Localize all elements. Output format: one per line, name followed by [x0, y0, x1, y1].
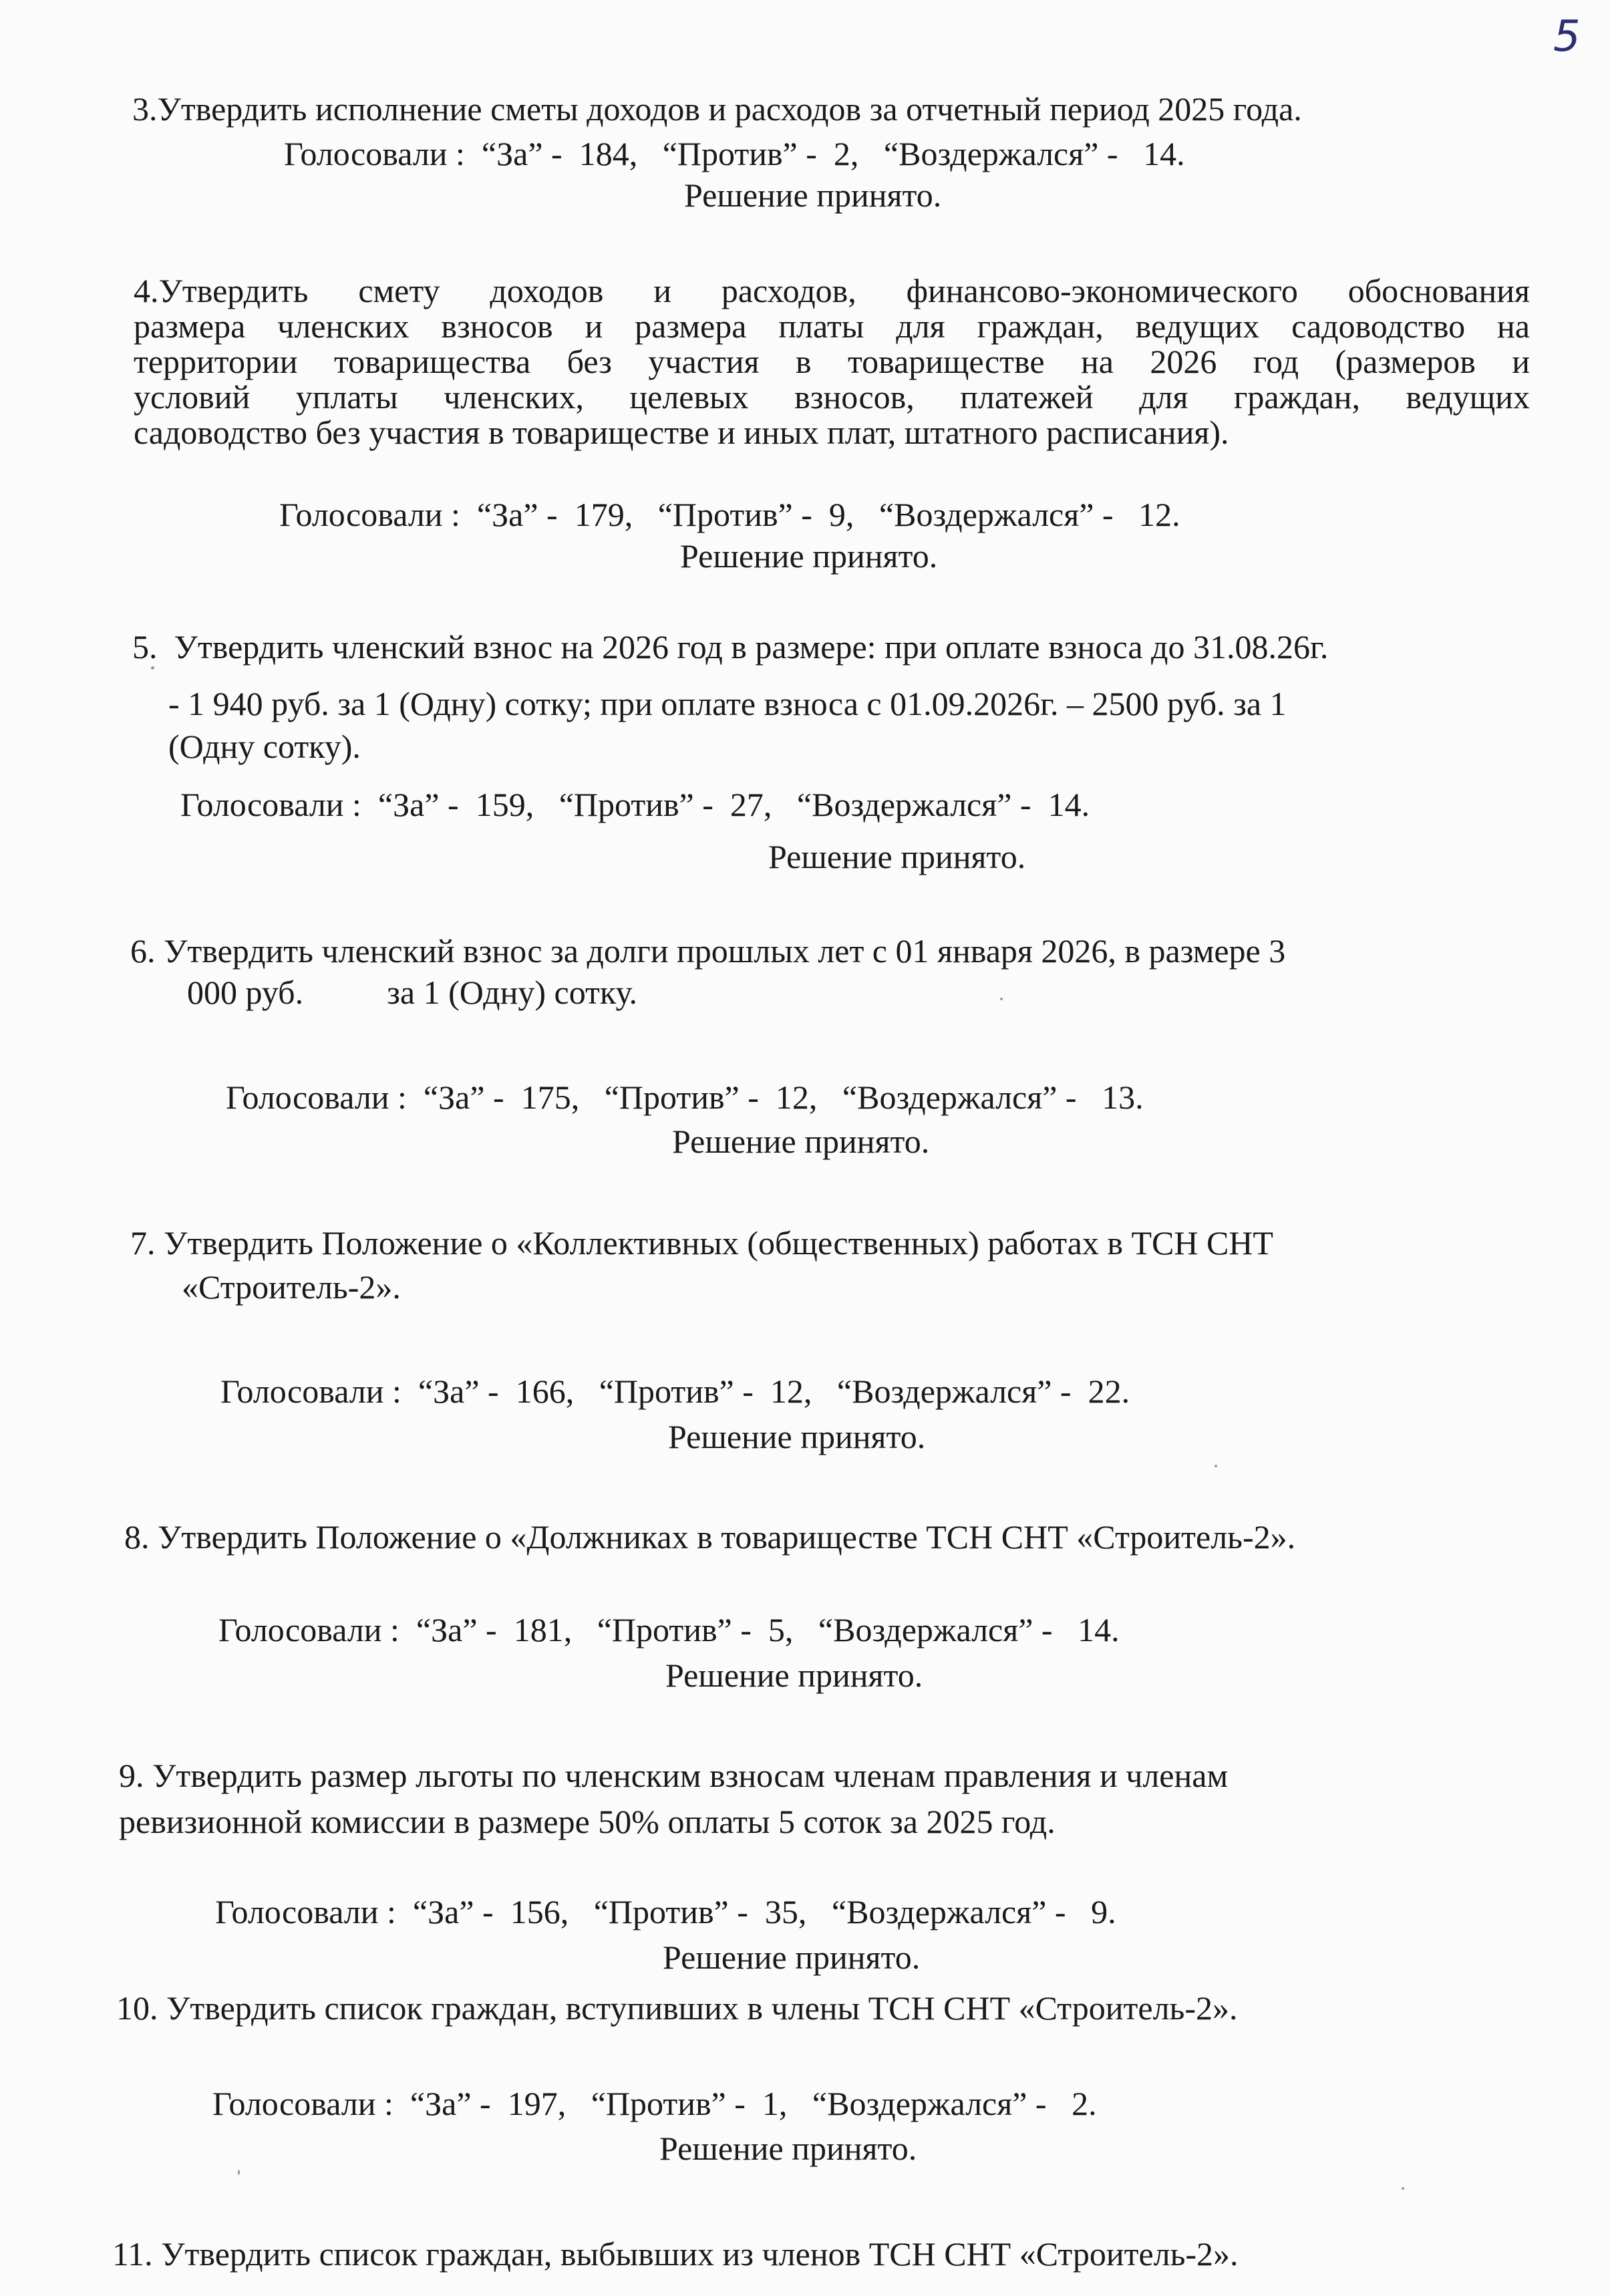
item-5-line-1: 5. Утвердить членский взнос на 2026 год в размере: при оплате взноса до 31.08.26г. [132, 628, 1329, 666]
item-6-line-1: 6. Утвердить членский взнос за долги прошлых лет с 01 января 2026, в размере 3 [130, 932, 1286, 970]
item-6-line-2: 000 руб. за 1 (Одну) сотку. [187, 974, 637, 1011]
item-5-vote: Голосовали : “За” - 159, “Против” - 27, “Воздержался” - 14. [180, 786, 1090, 823]
item-6-decision: Решение принято. [672, 1123, 930, 1160]
item-9-line-2: ревизионной комиссии в размере 50% оплаты 5 соток за 2025 год. [119, 1803, 1056, 1840]
item-5-decision: Решение принято. [768, 838, 1026, 875]
item-4-vote: Голосовали : “За” - 179, “Против” - 9, “Воздержался” - 12. [279, 496, 1180, 533]
item-4-line-3: территории товарищества без участия в товариществе на 2026 год (размеров и [134, 343, 1530, 380]
item-8-line-1: 8. Утвердить Положение о «Должниках в товариществе ТСН СНТ «Строитель-2». [124, 1518, 1296, 1556]
item-10-decision: Решение принято. [659, 2130, 917, 2167]
scan-speck [1000, 998, 1003, 1000]
item-5-line-3: (Одну сотку). [168, 728, 361, 765]
item-4-line-1: 4.Утвердить смету доходов и расходов, финансово-экономического обоснования [134, 272, 1530, 309]
item-7-decision: Решение принято. [668, 1418, 926, 1455]
item-5-line-2: - 1 940 руб. за 1 (Одну) сотку; при оплате взноса с 01.09.2026г. – 2500 руб. за 1 [168, 685, 1287, 722]
item-8-decision: Решение принято. [665, 1657, 923, 1694]
item-7-line-2: «Строитель-2». [182, 1268, 401, 1306]
item-8-vote: Голосовали : “За” - 181, “Против” - 5, “Воздержался” - 14. [218, 1611, 1120, 1648]
item-3-decision: Решение принято. [684, 176, 942, 214]
scan-speck [1402, 2187, 1404, 2190]
item-6-vote: Голосовали : “За” - 175, “Против” - 12, “Воздержался” - 13. [226, 1079, 1144, 1116]
item-9-vote: Голосовали : “За” - 156, “Против” - 35, “Воздержался” - 9. [215, 1893, 1116, 1930]
scan-speck [1215, 1465, 1217, 1467]
item-3-vote: Голосовали : “За” - 184, “Против” - 2, “Воздержался” - 14. [284, 135, 1185, 172]
item-10-line-1: 10. Утвердить список граждан, вступивших в члены ТСН СНТ «Строитель-2». [116, 1989, 1238, 2027]
page-number: 5 [1553, 12, 1581, 61]
item-4-decision: Решение принято. [680, 537, 938, 575]
item-10-vote: Голосовали : “За” - 197, “Против” - 1, “Воздержался” - 2. [212, 2085, 1097, 2122]
item-3-text: 3.Утвердить исполнение сметы доходов и расходов за отчетный период 2025 года. [132, 90, 1302, 128]
item-7-vote: Голосовали : “За” - 166, “Против” - 12, “Воздержался” - 22. [220, 1373, 1130, 1410]
item-11-line-1: 11. Утвердить список граждан, выбывших из членов ТСН СНТ «Строитель-2». [112, 2235, 1239, 2273]
scan-speck [238, 2170, 240, 2175]
item-4-line-5: садоводство без участия в товариществе и иных плат, штатного расписания). [134, 414, 1229, 451]
scan-speck [151, 666, 154, 670]
item-9-decision: Решение принято. [663, 1939, 921, 1976]
item-7-line-1: 7. Утвердить Положение о «Коллективных (общественных) работах в ТСН СНТ [130, 1224, 1273, 1262]
item-4-line-2: размера членских взносов и размера платы для граждан, ведущих садоводство на [134, 307, 1530, 345]
item-9-line-1: 9. Утвердить размер льготы по членским взносам членам правления и членам [119, 1757, 1229, 1794]
item-4-line-4: условий уплаты членских, целевых взносов, платежей для граждан, ведущих [134, 378, 1530, 416]
